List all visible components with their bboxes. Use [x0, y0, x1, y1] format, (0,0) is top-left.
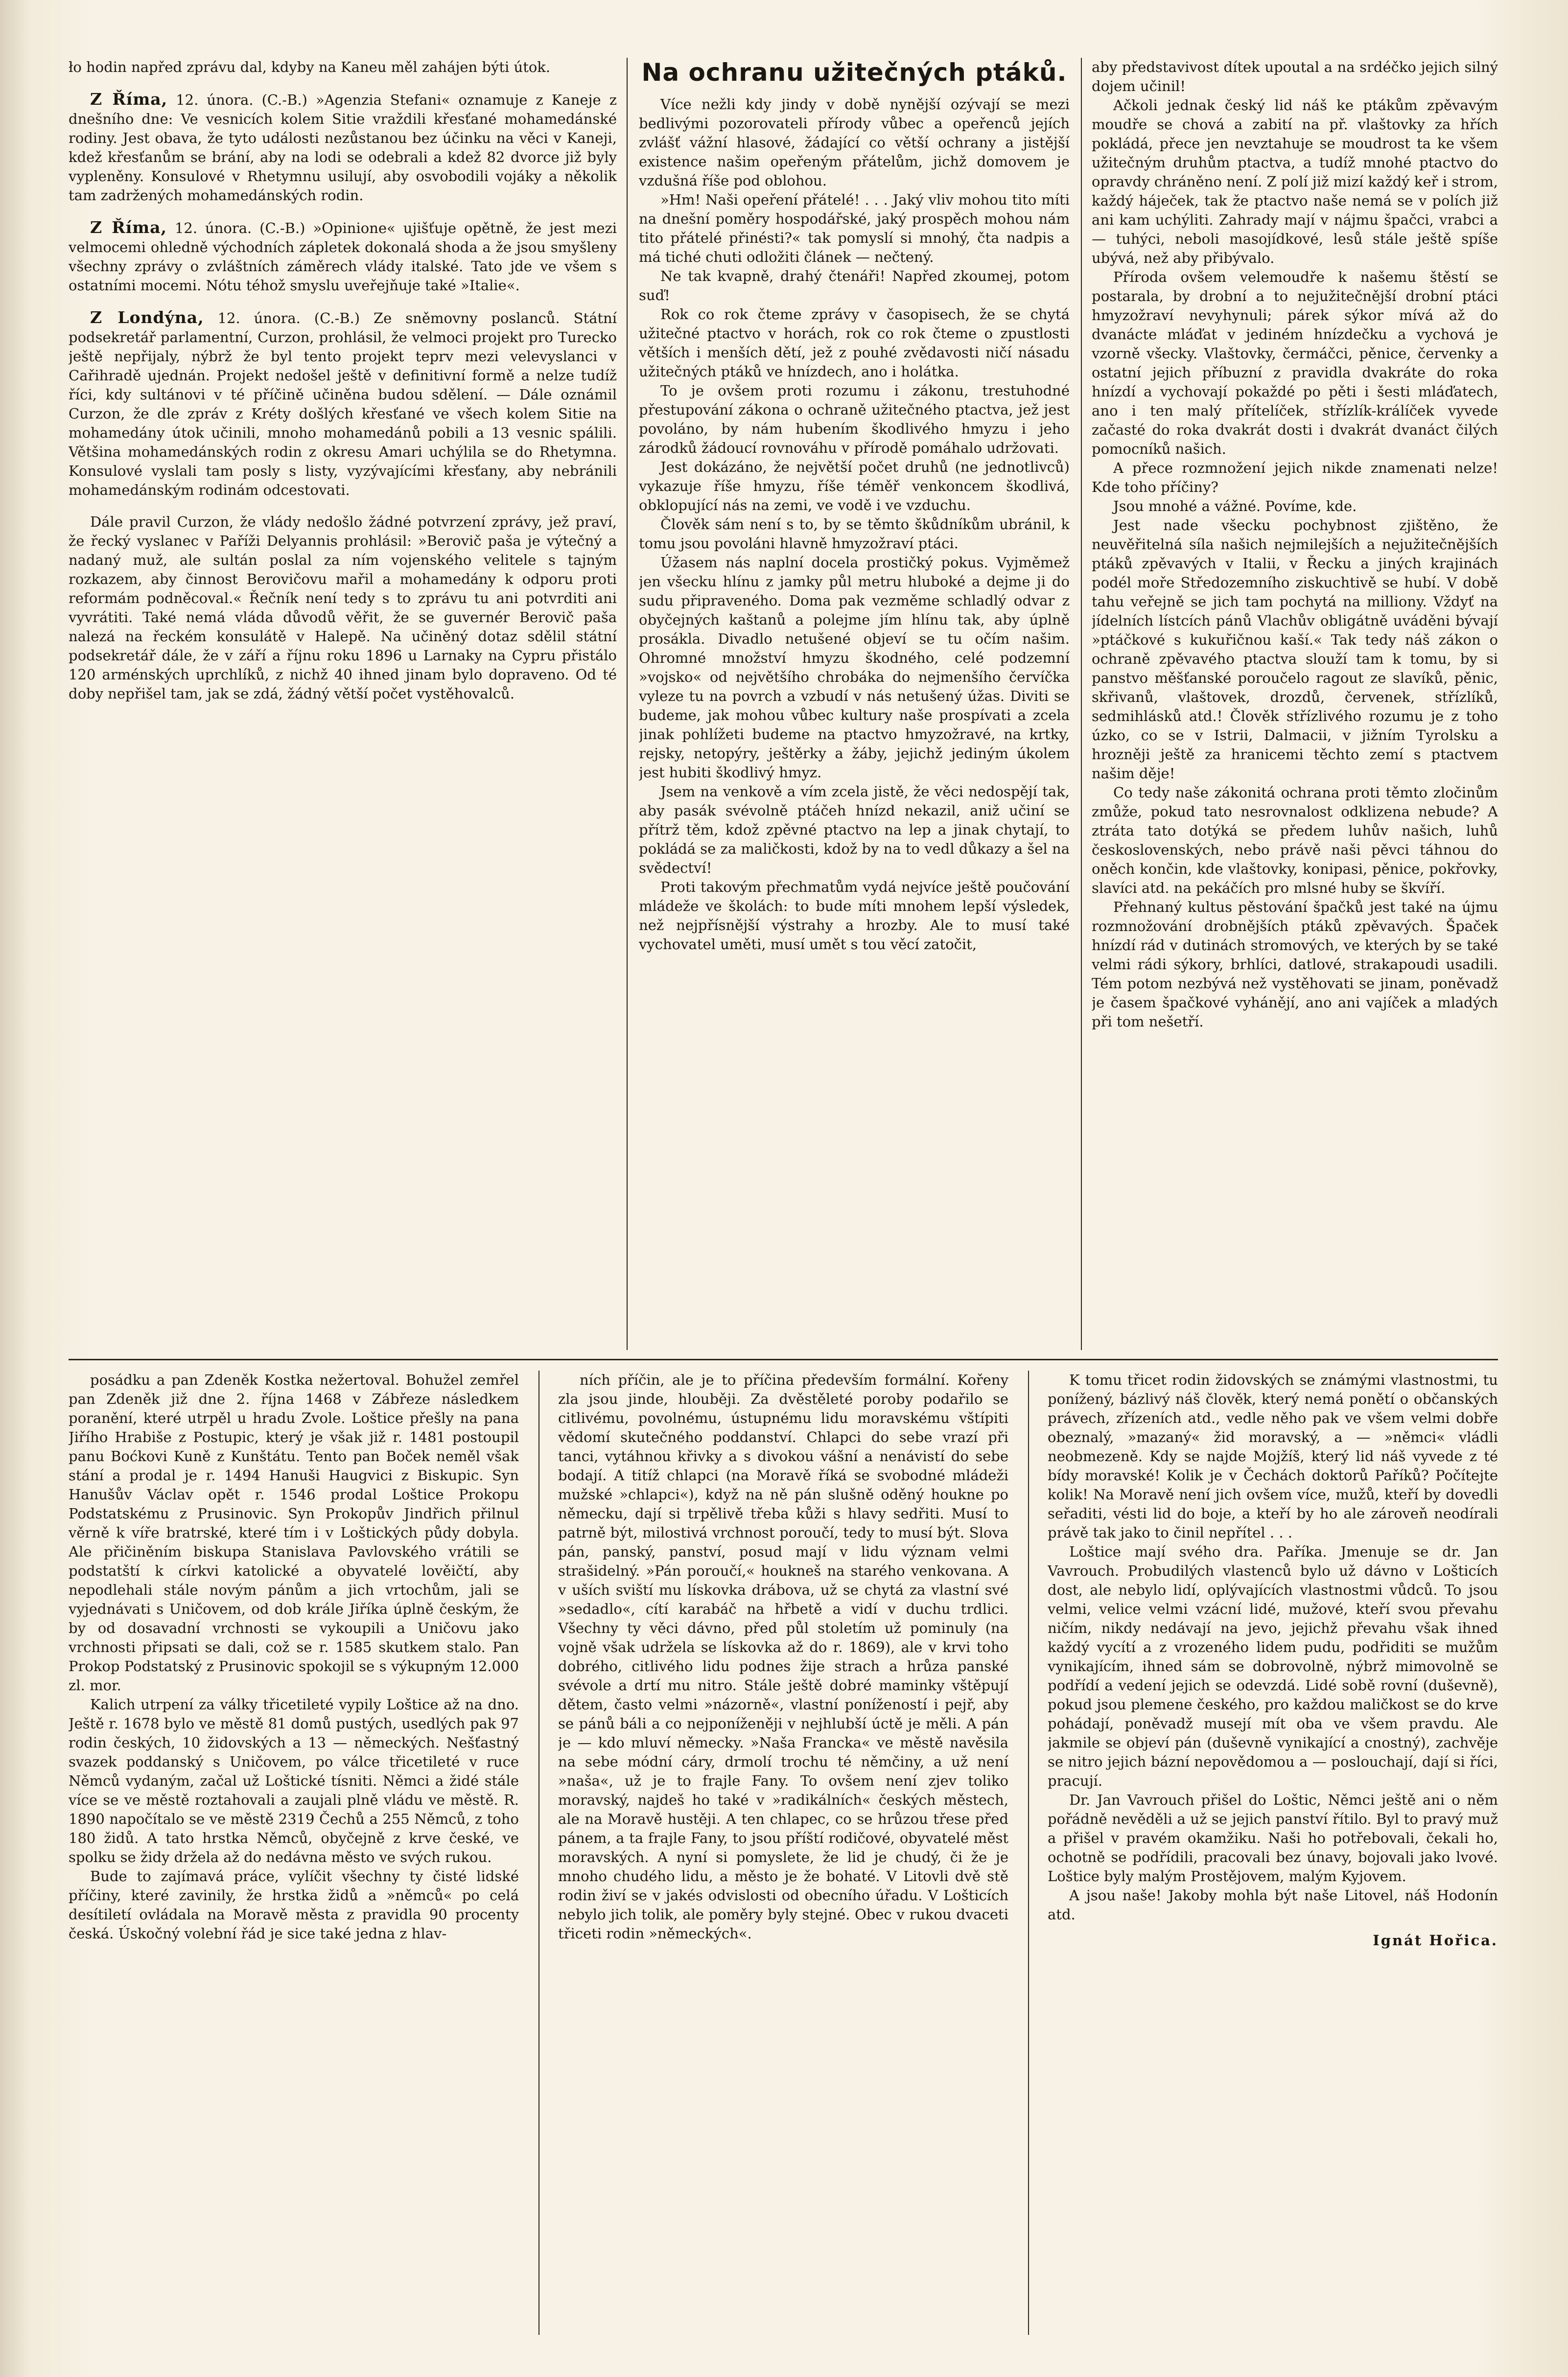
news-text: 12. února. (C.-B.) »Agenzia Stefani« oznamuje z Kaneje z dnešního dne: Ve vesnicích kolem Sitie vraždili křesťané mohamedánské rodiny. Jest obava, že tyto události nezůstanou bez účinku na věci v Kaneji, kdež křesťanům se brání, aby na lodi se odebrali a kdež 82 dvorce již byly vypleněny. Konsulové v Rhetymnu usilují, aby osvobodili vojáky a několik tam zadržených mohamedánských rodin.: [69, 92, 617, 204]
article-paragraph: To je ovšem proti rozumu i zákonu, trestuhodné přestupování zákona o ochraně užitečného ptactva, jež jest povoláno, by nám hubením škodlivého hmyzu i jeho zárodků žádoucí rovnováhu v přírodě pomáhalo udržovati.: [639, 382, 1070, 456]
article-paragraph: Proti takovým přechmatům vydá nejvíce ještě poučování mládeže ve školách: to bude míti mnohem lepší výsledek, než nejpřísnější výstrahy a hrozby. Ale to musí také vychovatel uměti, musí umět s tou věcí zatočit,: [639, 879, 1070, 953]
column-divider: [627, 58, 628, 1350]
article-paragraph: Rok co rok čteme zprávy v časopisech, že se chytá užitečné ptactvo v horách, rok co rok čteme o zpustlosti větších i menších dětí, jež z pouhé zvědavosti ničí násadu užitečných ptáků ve hnízdech, ano i holátka.: [639, 306, 1070, 380]
article-headline: Na ochranu užitečných ptáků.: [641, 58, 1067, 87]
feuilleton-paragraph: posádku a pan Zdeněk Kostka nežertoval. Bohužel zemřel pan Zdeněk již dne 2. října 1468 v Zábřeze následkem poranění, které utrpěl u hradu Zvole. Loštice přešly na pana Jiřího Hrabiše z Postupic, který je však již r. 1481 postoupil panu Boćkovi Kuně z Kunštátu. Tento pan Boček neměl však stání a prodal je r. 1494 Hanuši Haugvici z Biskupic. Syn Hanušův Václav opět r. 1546 prodal Loštice Prokopu Podstatskému z Prusinovic. Syn Prokopův Jindřich přilnul věrně k víře bratrské, které tím i v Loštických půdy dobyla. Ale přičiněním biskupa Stanislava Pavlovského vrátili se podstatští k církvi katolické a obyvatelé lověičtí, aby nepodlehali stále novým pánům a jich vrtochům, jali se vyjednávati s Uničovem, od dob krále Jiříka úplně českým, že by od dosavadní vrchnosti se vykoupili a Uničovu jako vrchnosti připsati se dali, což se r. 1585 skutkem stalo. Pan Prokop Podstatský z Prusinovic spokojil se s výkupným 12.000 zl. mor.: [69, 1372, 519, 1694]
article-column-continued: [1092, 58, 1498, 1350]
upper-section: [69, 58, 1498, 1350]
article-paragraph: Úžasem nás naplní docela prostičký pokus. Vyjměmež jen všecku hlínu z jamky půl metru hluboké a dejme ji do sudu připraveného. Doma pak vezměme schladlý odvar z obyčejných kaštanů a polejme jím hlínu tak, aby úplně prosákla. Divadlo netušené objeví se tu očím našim. Ohromné množství hmyzu škodného, celé podzemní »vojsko« od největšího chrobáka do nejmenšího červíčka vyleze tu na povrch a vzbudí v nás netušený úžas. Diviti se budeme, jak mohou vůbec kultury naše prospívati a zcela jinak pohlížeti budeme na ptactvo hmyzožravé, na krtky, rejsky, netopýry, ještěrky a žáby, jejichž jediným úkolem jest hubiti škodlivý hmyz.: [639, 554, 1070, 781]
author-signature: Ignát Hořica.: [1373, 1932, 1498, 1949]
feuilleton-paragraph: Bude to zajímavá práce, vylíčit všechny ty čisté lidské příčiny, které zavinily, že hrstka židů a »němců« po celá desítiletí ovládala na Moravě města z pravidla 90 procenty česká. Úskočný volební řád je sice také jedna z hlav-: [69, 1868, 519, 1942]
feuilleton-column: [69, 1371, 519, 2335]
news-paragraph: Dále pravil Curzon, že vlády nedošlo žádné potvrzení zprávy, jež praví, že řecký vyslanec v Paříži Delyannis prohlásil: »Berovič paša je výtečný a nadaný muž, ale sultán poslal za ním vojenského velitele s tajným rozkazem, aby činnost Berovičovu mařil a mohamedány k odporu proti reformám podněcoval.« Řečník není tedy s to zprávu tu ani potvrditi ani vyvrátiti. Také nemá vláda důvodů věřit, že se guvernér Berovič paša nalezá na řeckém konsulátě v Halepě. Na učiněný dotaz sdělil státní podsekretář dále, že v září a říjnu roku 1896 u Larnaky na Cypru přistálo 120 arménských uprchlíků, z nichž 40 ihned jinam bylo dopraveno. Od té doby nepřišel tam, jak se zdá, žádný větší počet vystěhovalců.: [69, 513, 617, 702]
feuilleton-paragraph: A jsou naše! Jakoby mohla být naše Litovel, náš Hodonín atd.: [1048, 1887, 1498, 1923]
article-paragraph: Více nežli kdy jindy v době nynější ozývají se mezi bedlivými pozorovateli přírody vůbec a opeřenců jejích zvlášť vážní hlasové, žádající co větší ochrany a jistější existence našim opeřeným přátelům, jichž domovem je vzdušná říše pod oblohou.: [639, 96, 1070, 189]
column-divider: [538, 1371, 539, 2335]
article-column: [639, 58, 1070, 1350]
feuilleton-column: [558, 1371, 1008, 2335]
feuilleton-paragraph: Loštice mají svého dra. Paříka. Jmenuje se dr. Jan Vavrouch. Probudilých vlastenců bylo už dávno v Lošticích dost, ale nebylo lidí, oplývajících vlastnostmi vůdců. To jsou velmi, velice velmi vzácní lidé, mužové, kteří svou převahu ničím, nikdy nedávají na jevo, jejichž převahu však ihned každý vycítí a z vrozeného lidem pudu, podřiditi se mužům vynikajícím, ihned sám se dobrovolně, nýbrž mimovolně se podřídí a vedení jejich se odevzdá. Lidé sobě rovní (duševně), pokud jsou plemene českého, pro každou maličkost se do krve pohádají, poněvadž musejí mít oba ve všem pravdu. Ale jakmile se objeví pán (duševně vynikající a cnostný), zachvěje se nitro jejich bázní nepovědomou a — poslouchají, dají si říci, pracují.: [1048, 1543, 1498, 1789]
news-item-london: [69, 308, 617, 500]
article-paragraph: Přehnaný kultus pěstování špačků jest také na újmu rozmnožování drobnějších ptáků zpěvavých. Špaček hnízdí rád v dutinách stromových, ve kterých by se také velmi rádi sýkory, brhlíci, datlové, strakapoudi usadili. Tém potom nezbývá než vystěhovati se jinam, poněvadž je časem špačkové vyhánějí, ano ani vajíček a mladých při tom nešetří.: [1092, 899, 1498, 1030]
article-paragraph: Jest dokázáno, že největší počet druhů (ne jednotlivců) vykazuje říše hmyzu, říše téměř venkoncem škodlivá, obklopující nás na zemi, ve vodě i ve vzduchu.: [639, 459, 1070, 513]
article-paragraph: A přece rozmnožení jejich nikde znamenati nelze! Kde toho příčiny?: [1092, 460, 1498, 495]
dateline: Z Londýna,: [90, 308, 204, 327]
feuilleton-paragraph: ních příčin, ale je to příčina především formální. Kořeny zla jsou jinde, hlouběji. Za dvěstěleté poroby podařilo se citlivému, povolnému, ústupnému lidu moravskému vštípiti vědomí skutečného poddanství. Chlapci do sebe vrazí při tanci, vytáhnou křivky a s divokou vášní a nenávistí do sebe bodají. A titíž chlapci (na Moravě říká se svobodné mládeži mužské »chlapci«), když na ně pán slušně oděný houkne po německu, dají si trpělivě třeba kůži s hlavy sedřiti. Musí to patrně být, milostivá vrchnost poroučí, tedy to musí být. Slova pán, panský, panství, posud mají v lidu význam velmi strašidelný. »Pán poroučí,« houkneš na starého venkovana. A v uších sviští mu lískovka drábova, už se chytá za vlastní své »sedadlo«, cítí karabáč na hřbetě a vidí v duchu trdlici. Všechny ty věci dávno, před půl stoletím už pominuly (na vojně však udržela se lískovka až do r. 1869), ale v krvi toho dobrého, citlivého lidu podnes žije strach a hrůza panské svévole a drtí mu nitro. Stále ještě dobré maminky vštěpují dětem, často velmi »názorně«, vlastní ponížeností i pejř, aby se pánů báli a co nejponíženěji v nejhlubší úctě je měli. A pán je — kdo mluví německy. »Naša Francka« ve městě navěsila na sebe módní cáry, drmolí trochu té němčiny, a už není »naša«, už je to frajle Fany. To ovšem není zjev toliko moravský, najdeš ho také v »radikálních« českých městech, ale na Moravě hustěji. A ten chlapec, co se hrůzou třese před pánem, a ta frajle Fany, to jsou příští rodičové, obyvatelé měst moravských. A nyní si pomyslete, že lid je chudý, či že je mnoho chudého lidu, a město je že bohaté. V Litovli dvě stě rodin živí se v jakés odvislosti od obecního úřadu. V Lošticích nebylo jich tolik, ale poměry byly stejné. Obec v rukou dvaceti třiceti rodin »německých«.: [558, 1372, 1008, 1942]
feuilleton-paragraph: Dr. Jan Vavrouch přišel do Loštic, Němci ještě ani o něm pořádně nevěděli a už se jejich panství řítilo. Byl to pravý muž a přišel v pravém okamžiku. Naši ho potřebovali, čekali ho, ochotně se podřídili, pracovali bez únavy, bojovali jako lvové. Loštice byly malým Prostějovem, malým Kyjovem.: [1048, 1792, 1498, 1885]
news-paragraph: ło hodin napřed zprávu dal, kdyby na Kaneu měl zahájen býti útok.: [69, 59, 551, 75]
dateline: Z Říma,: [90, 90, 168, 109]
article-paragraph: Ačkoli jednak český lid náš ke ptákům zpěvavým moudře se chová a zabití na př. vlaštovky za hřích pokládá, přece jen nevztahuje se moudrost ta ke všem užitečným druhům ptactva, a tudíž mnohé ptactvo do opravdy chráněno není. Z polí již mizí každý keř i strom, každý háječek, tak že ptactvo naše nemá se v polích již ani kam uchýliti. Zahrady mají v nájmu špačci, vrabci a — tuhýci, neboli masojídkové, lesů stále ještě spíše ubývá, než aby přibývalo.: [1092, 97, 1498, 266]
feuilleton-paragraph: Kalich utrpení za války třicetileté vypily Loštice až na dno. Ještě r. 1678 bylo ve městě 81 domů pustých, usedlých pak 97 rodin českých, 10 židovských a 13 — německých. Nešťastný svazek poddanský s Uničovem, po válce třicetileté v ruce Němců vydaným, začal už Loštické tísniti. Němci a židé stále více se ve městě roztahovali a zaujali plně vládu ve městě. R. 1890 napočítalo se ve městě 2319 Čechů a 255 Němců, z toho 180 židů. A tato hrstka Němců, obyčejně z krve české, ve spolku se židy držela až do nedávna město ve svých rukou.: [69, 1696, 519, 1865]
column-divider: [1081, 58, 1082, 1350]
column-divider: [1028, 1371, 1029, 2335]
news-column: [69, 58, 617, 1350]
page-fold-shadow: [0, 0, 29, 2377]
section-divider: [69, 1359, 1498, 1360]
article-paragraph: »Hm! Naši opeření přátelé! . . . Jaký vliv mohou tito míti na dnešní poměry hospodářské, jaký prospěch mohou nám tito přátelé přinésti?« tak pomyslí si mnohý, čta nadpis a má tiché chuti odložiti článek — nečtený.: [639, 191, 1070, 265]
article-paragraph: Příroda ovšem velemoudře k našemu štěstí se postarala, by drobní a to nejužitečnější drobní ptáci hmyzožraví nevyhynuli; párek sýkor mívá až do dvanácte mláďat v jediném hnízdečku a vychová je vzorně všecky. Vlaštovky, čermáčci, pěnice, červenky a ostatní jejich příbuzní z pravidla dvakráte do roka hnízdí a vychovají pokaždé po pěti i šesti mláďatech, ano i ten malý přítelíček, střízlík-králíček vyvede začasté do roka dvakrát dosti i dvakrát dvanáct čilých pomocníků našich.: [1092, 269, 1498, 457]
article-paragraph: Člověk sám není s to, by se těmto škůdníkům ubránil, k tomu jsou povoláni hlavně hmyzožraví ptáci.: [639, 516, 1070, 552]
news-text: 12. února. (C.-B.) »Opinione« ujišťuje opětně, že jest mezi velmocemi ohledně východních zápletek dokonalá shoda a že jsou smyšleny všechny zprávy o zvláštních záměrech vlády italské. Tato jde ve všem s ostatními mocemi. Nótu téhož smyslu uveřejňuje také »Italie«.: [69, 220, 617, 294]
feuilleton-paragraph: K tomu třicet rodin židovských se známými vlastnostmi, tu ponížený, bázlivý náš člověk, který nemá ponětí o občanských právech, zřízeních atd., vedle něho pak ve všem velmi dobře obeznalý, »mazaný« žid moravský, a — »němci« vládli neobmezeně. Kdy se najde Mojžíš, který lid náš vyvede z té bídy moravské! Kolik je v Čechách doktorů Paříků? Počítejte kolik! Na Moravě není jich ovšem více, mužů, kteří by dovedli seřaditi, vésti lid do boje, a kteří by ho ale zároveň neodírali právě tak jako to činil nepřítel . . .: [1048, 1372, 1498, 1541]
article-paragraph: Jest nade všecku pochybnost zjištěno, že neuvěřitelná síla našich nejmilejších a nejužitečnějších ptáků zpěvavých v Italii, v Řecku a jiných krajinách podél moře Středozemního ziskuchtivě se hubí. V době tahu veřejně se jich tam pochytá na milliony. Vždyť na jídelních lístcích pánů Vlachův obligátně uváděni bývají »ptáčkové s kukuřičnou kaší.« Tak tedy náš zákon o ochraně zpěvavého ptactva slouží tam k tomu, by si panstvo měšťanské poroučelo ragout ze slavíků, pěnic, skřivanů, vlaštovek, drozdů, červenek, střízlíků, sedmihlásků atd.! Člověk střízlivého rozumu je z toho úzko, co se v Istrii, Dalmacii, v jižním Tyrolsku a hrozněji ještě za hranicemi těchto zemí s ptactvem našim děje!: [1092, 517, 1498, 782]
article-paragraph: aby představivost dítek upoutal a na srdéčko jejich silný dojem učinil!: [1092, 59, 1498, 94]
article-paragraph: Jsem na venkově a vím zcela jistě, že věci nedospějí tak, aby pasák svévolně ptáčeh hnízd nekazil, aniž učiní se přítrž těm, kdož zpěvné ptactvo na lep a jinak chytají, to pokládá se za maličkosti, kdož by na to vedl důkazy a šel na svědectví!: [639, 783, 1070, 876]
news-item-rome-2: [69, 218, 617, 295]
news-item-rome-1: [69, 90, 617, 205]
article-paragraph: Co tedy naše zákonitá ochrana proti těmto zločinům zmůže, pokud tato nesrovnalost odklizena nebude? A ztráta tato dotýká se předem luhův našich, luhů československých, nebo právě naši pěvci táhnou do oněch končin, kde vlaštovky, konipasi, pěnice, pokřovky, slavíci atd. na pekáčích pro mlsné huby se škvíří.: [1092, 784, 1498, 896]
news-text: 12. února. (C.-B.) Ze sněmovny poslanců. Státní podsekretář parlamentní, Curzon, prohlásil, že velmoci projekt pro Turecko ještě nepřijaly, nýbrž že byl tento projekt teprv mezi velevyslanci v Cařihradě ujednán. Projekt nedošel ještě v definitivní formě a nelze tudíž říci, kdy sultánovi v té příčině učiněna budou sdělení. — Dále oznámil Curzon, že dle zpráv z Kréty došlých křesťané ve všech kolem Sitie na mohamedány útok učinili, mnoho mohamedánů pobili a 13 vesnic spálili. Většina mohamedánských rodin z okresu Amari uchýlila se do Rhetymna. Konsulové vyslali tam posly s listy, vyzývajícími křesťany, aby nebránili mohamedánským rodinám odcestovati.: [69, 310, 617, 498]
feuilleton-column: [1048, 1371, 1498, 2335]
article-paragraph: Jsou mnohé a vážné. Povíme, kde.: [1113, 498, 1357, 514]
article-paragraph: Ne tak kvapně, drahý čtenáři! Napřed zkoumej, potom suď!: [639, 268, 1070, 303]
lower-section: [69, 1371, 1498, 2335]
dateline: Z Říma,: [90, 218, 167, 237]
